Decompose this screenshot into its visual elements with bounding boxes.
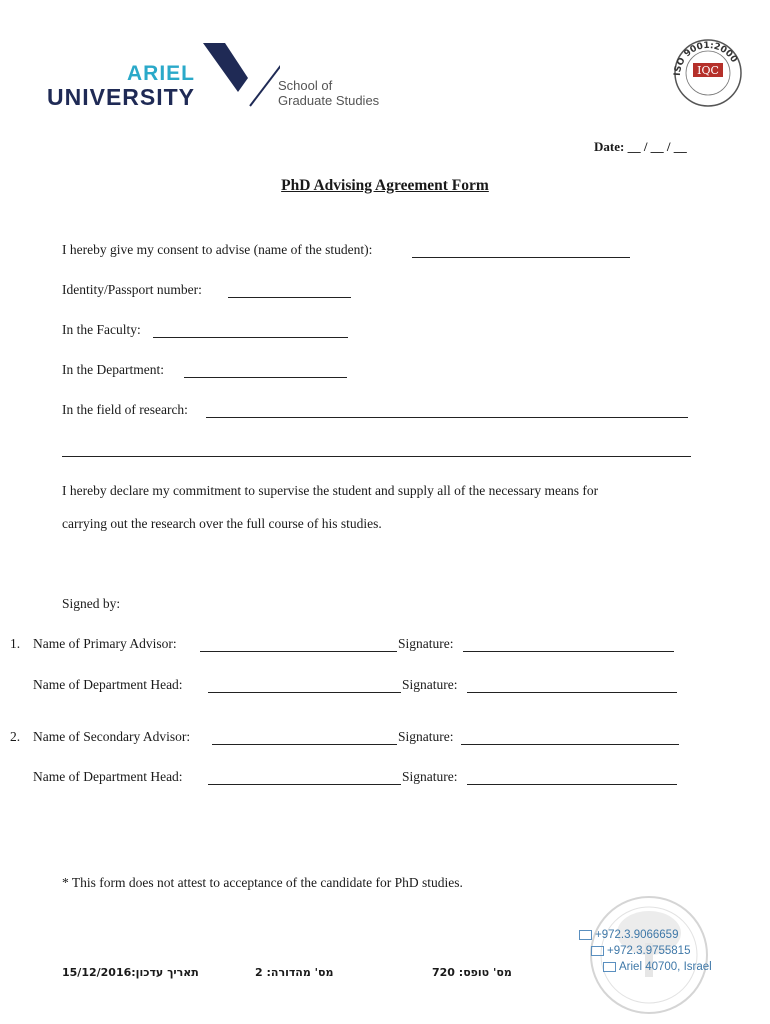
primary-advisor-signature-label: Signature: (398, 636, 454, 651)
iqc-text: IQC (697, 64, 719, 77)
department-line[interactable] (184, 377, 347, 378)
research-field-label: In the field of research: (62, 402, 188, 417)
dept-head-1-label: Name of Department Head: (33, 677, 183, 692)
address-text: Ariel 40700, Israel (619, 961, 712, 973)
school-name-line2: Graduate Studies (278, 93, 380, 108)
address-contact (603, 961, 712, 973)
phone-number: +972.3.9066659 (595, 929, 679, 941)
item-number-2: 2. (10, 729, 21, 744)
secondary-advisor-signature-label: Signature: (398, 729, 454, 744)
logo-university-text: UNIVERSITY (47, 84, 196, 110)
faculty-line[interactable] (153, 337, 348, 338)
identity-line[interactable] (228, 297, 351, 298)
disclaimer-note: * This form does not attest to acceptance of the candidate for PhD studies. (62, 875, 463, 890)
department-label: In the Department: (62, 362, 164, 377)
signed-by-label: Signed by: (62, 596, 121, 611)
item-number-1: 1. (10, 636, 21, 651)
student-name-line[interactable] (412, 257, 630, 258)
logo-ariel-text: ARIEL (127, 62, 195, 85)
dept-head-2-signature-line[interactable] (467, 784, 677, 785)
update-date: 15/12/2016:תאריך עדכון (62, 966, 199, 979)
fax-number: +972.3.9755815 (607, 945, 691, 957)
dept-head-2-signature-label: Signature: (402, 769, 458, 784)
form-number: מס' טופס: 720 (432, 966, 512, 979)
phone-contact (579, 929, 678, 941)
secondary-advisor-name-line[interactable] (212, 744, 397, 745)
dept-head-1-name-line[interactable] (208, 692, 401, 693)
secondary-advisor-signature-line[interactable] (461, 744, 679, 745)
school-name-line1: School of (278, 78, 333, 93)
form-title: PhD Advising Agreement Form (281, 177, 489, 194)
phone-icon (579, 930, 592, 940)
date-field: Date: __ / __ / __ (594, 139, 687, 154)
primary-advisor-name-line[interactable] (200, 651, 397, 652)
declaration-line-2: carrying out the research over the full course of his studies. (62, 516, 382, 531)
fax-icon (591, 946, 604, 956)
dept-head-1-signature-label: Signature: (402, 677, 458, 692)
dept-head-1-signature-line[interactable] (467, 692, 677, 693)
identity-label: Identity/Passport number: (62, 282, 202, 297)
research-field-line[interactable] (206, 417, 688, 418)
consent-label: I hereby give my consent to advise (name of the student): (62, 242, 373, 257)
research-field-line-2[interactable] (62, 456, 691, 457)
dept-head-2-label: Name of Department Head: (33, 769, 183, 784)
mail-icon (603, 962, 616, 972)
primary-advisor-label: Name of Primary Advisor: (33, 636, 177, 651)
fax-contact (591, 945, 690, 957)
primary-advisor-signature-line[interactable] (463, 651, 674, 652)
school-name (278, 78, 379, 108)
iso-text: ISO 9001:2000 (672, 40, 739, 77)
university-logo-mark-icon (200, 40, 280, 110)
version-number: מס' מהדורה: 2 (255, 966, 334, 979)
faculty-label: In the Faculty: (62, 322, 141, 337)
secondary-advisor-label: Name of Secondary Advisor: (33, 729, 191, 744)
declaration-line-1: I hereby declare my commitment to supervise the student and supply all of the necessary means for (62, 483, 599, 498)
dept-head-2-name-line[interactable] (208, 784, 401, 785)
iso-certification-seal (668, 38, 748, 108)
